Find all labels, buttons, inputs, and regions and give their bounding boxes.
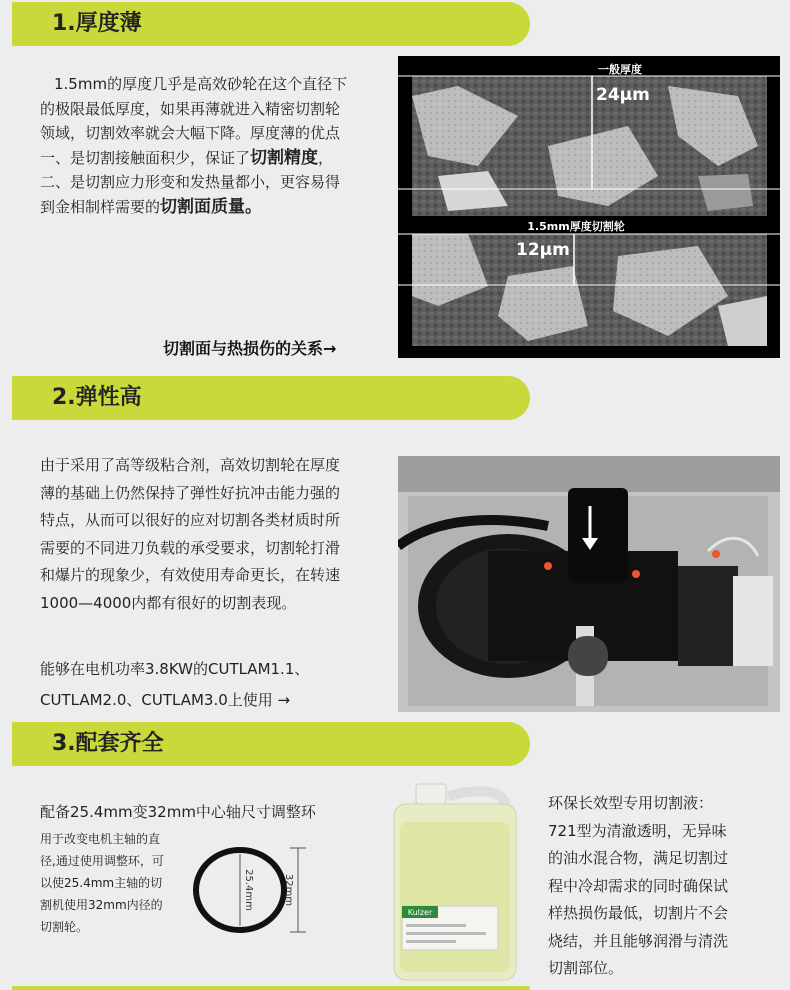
- ring-heading: 配备25.4mm变32mm中心轴尺寸调整环: [40, 803, 316, 821]
- section-1-banner: [12, 2, 530, 46]
- inner-dimension-label: 25.4mm: [243, 869, 254, 911]
- s1-line-3: 领域，切割效率就会大幅下降。厚度薄的优点: [40, 124, 341, 143]
- micro-top-label: 一般厚度: [598, 63, 642, 76]
- bottom-accent-bar: [12, 986, 530, 990]
- section-2-note: [40, 654, 390, 716]
- bold-precision: 切割精度: [250, 147, 319, 168]
- adapter-ring-diagram: [190, 840, 320, 940]
- cutting-machine-photo: [398, 456, 780, 712]
- section-2-paragraph: [40, 452, 390, 617]
- machine-illustration: [398, 456, 780, 712]
- bottle-brand: Kulzer: [407, 908, 433, 917]
- cutting-fluid-description: [548, 790, 778, 983]
- section-3-banner: [12, 722, 530, 766]
- s1-line-4: 一、是切割接触面积少，保证了切割精度，: [40, 147, 334, 168]
- section-2-banner: [12, 376, 530, 420]
- bottle-illustration: [388, 782, 522, 982]
- section-1-title: 1.厚度薄: [52, 11, 142, 36]
- fluid-line-3: 的油水混合物，满足切割过: [548, 849, 729, 867]
- ring-line-4: 割机使用32mm内径的: [40, 898, 163, 912]
- cutting-fluid-bottle: [388, 782, 522, 982]
- ring-description: [40, 828, 190, 938]
- s2-line-4: 需要的不同进刀负载的承受要求，切割轮打滑: [40, 538, 341, 557]
- micro-bottom-measure: 12μm: [516, 240, 570, 260]
- s2-line-1: 由于采用了高等级粘合剂，高效切割轮在厚度: [40, 456, 341, 474]
- fluid-line-7: 切割部位。: [548, 959, 624, 977]
- section-2-title: 2.弹性高: [52, 385, 142, 410]
- s1-line-2: 的极限最低厚度，如果再薄就进入精密切割轮: [40, 99, 341, 118]
- s2-line-6: 1000—4000内都有很好的切割表现。: [40, 593, 297, 612]
- micro-top-measure: 24μm: [596, 85, 650, 105]
- s1-line-6: 到金相制样需要的切割面质量。: [40, 196, 263, 217]
- bold-quality: 切割面质量。: [160, 196, 263, 217]
- micrograph-image: [398, 56, 780, 358]
- ring-line-2: 径,通过使用调整环，可: [40, 854, 164, 868]
- micro-bottom-label: 1.5mm厚度切割轮: [527, 220, 625, 233]
- ring-line-1: 用于改变电机主轴的直: [40, 832, 161, 846]
- micrograph-panel: [398, 56, 780, 358]
- fluid-line-1: 环保长效型专用切割液：: [548, 794, 714, 812]
- section-3-title: 3.配套齐全: [52, 731, 164, 756]
- ring-line-5: 切割轮。: [40, 920, 89, 934]
- s1-line-1: 1.5mm的厚度几乎是高效砂轮在这个直径下: [54, 75, 348, 93]
- section-1-paragraph: [40, 72, 390, 220]
- fluid-line-6: 烧结，并且能够润滑与清洗: [548, 931, 729, 950]
- s2-line-2: 薄的基础上仍然保持了弹性好抗冲击能力强的: [40, 483, 341, 502]
- ring-line-3: 以使25.4mm主轴的切: [40, 876, 163, 890]
- s1-line-5: 二、是切割应力形变和发热量都小，更容易得: [40, 173, 341, 192]
- outer-dimension-label: 32mm: [283, 873, 294, 907]
- micrograph-caption: 切割面与热损伤的关系→: [163, 339, 337, 358]
- s2-line-5: 和爆片的现象少，有效使用寿命更长，在转速: [40, 566, 341, 584]
- s2-note-line-1: 能够在电机功率3.8KW的CUTLAM1.1、: [40, 660, 310, 678]
- fluid-line-5: 样热损伤最低，切割片不会: [548, 904, 729, 922]
- fluid-line-4: 程中冷却需求的同时确保试: [548, 876, 729, 895]
- s2-line-3: 特点，从而可以很好的应对切割各类材质时所: [40, 511, 341, 529]
- s2-note-line-2: CUTLAM2.0、CUTLAM3.0上使用 →: [40, 691, 291, 709]
- fluid-line-2: 721型为清澈透明，无异味: [548, 821, 727, 840]
